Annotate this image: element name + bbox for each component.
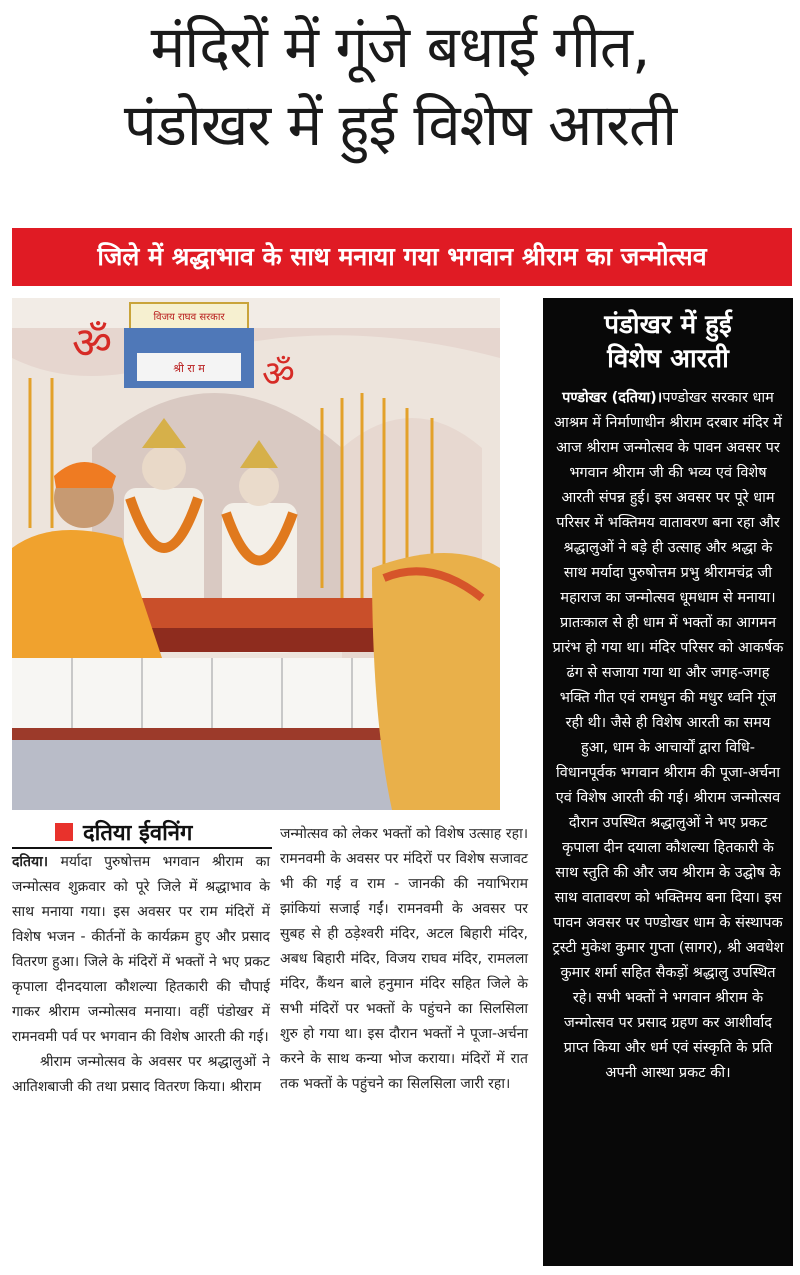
photo-sign-top: विजय राघव सरकार: [153, 312, 225, 323]
sidebar-title-line-1: पंडोखर में हुई: [604, 310, 732, 340]
sidebar-body-text: पण्डोखर सरकार धाम आश्रम में निर्माणाधीन श्रीराम दरबार मंदिर में आज श्रीराम जन्मोत्सव के पावन अवसर पर भगवान श्रीराम जी की भव्य एवं विशेष आरती संपन्न हुई। इस अवसर पर पूरे धाम परिसर में भक्तिमय वातावरण बना रहा और श्रद्धालुओं ने बड़े ही उत्साह और श्रद्धा के साथ मर्यादा पुरुषोत्तम प्रभु श्रीरामचंद्र जी महाराज का जन्मोत्सव धूमधाम से मनाया। प्रातःकाल से ही धाम में भक्तों का आगमन प्रारंभ हो गया था। मंदिर परिसर को आकर्षक ढंग से सजाया गया था और जगह-जगह भक्ति गीत एवं रामधुन की मधुर ध्वनि गूंज रही थी। जैसे ही विशेष आरती का समय हुआ, धाम के आचार्यों द्वारा विधि-विधानपूर्वक भगवान श्रीराम की पूजा-अर्चना एवं विशेष आरती की गई। श्रीराम जन्मोत्सव दौरान उपस्थित श्रद्धालुओं ने भए प्रकट कृपाला दीन दयाला कौशल्या हितकारी के साथ स्तुति की और जय श्रीराम के उद्घोष के साथ वातावरण को भक्तिमय बना दिया। इस पावन अवसर पर पण्डोखर धाम के संस्थापक ट्रस्टी मुकेश कुमार गुप्ता (सागर), श्री अवधेश कुमार शर्मा सहित सैकड़ों श्रद्धालु उपस्थित रहे। सभी भक्तों ने भगवान श्रीराम के जन्मोत्सव पर प्रसाद ग्रहण कर आशीर्वाद प्राप्त किया और धर्म एवं संस्कृति के प्रति अपनी आस्था प्रकट की।: [552, 390, 784, 1081]
sidebar-dateline: पण्डोखर (दतिया)।: [562, 390, 663, 406]
temple-photo: [12, 298, 500, 810]
subheadline-banner: जिले में श्रद्धाभाव के साथ मनाया गया भगवान श्रीराम का जन्मोत्सव: [12, 228, 792, 286]
sidebar-title-line-2: विशेष आरती: [607, 344, 729, 374]
sidebar-box: [543, 298, 793, 1266]
om-symbol-left: ॐ: [72, 318, 113, 369]
headline-line-2: पंडोखर में हुई विशेष आरती: [123, 91, 677, 159]
article-paragraph-1-text: मर्यादा पुरुषोत्तम भगवान श्रीराम का जन्मोत्सव शुक्रवार को पूरे जिले में श्रद्धाभाव के साथ मनाया गया। इस अवसर पर राम मंदिरों में विशेष भजन - कीर्तनों के कार्यक्रम हुए और प्रसाद वितरण हुआ। जिले के मंदिरों में भक्तों ने भए प्रकट कृपाला दीनदयाला कौशल्या हितकारी की चौपाई गाकर श्रीराम जन्मोत्सव मनाया। वहीं पंडोखर में रामनवमी पर्व पर भगवान की विशेष आरती की गई।: [12, 854, 270, 1045]
dateline: दतिया।: [12, 854, 49, 870]
byline-text: दतिया ईवनिंग: [83, 821, 193, 846]
headline: [0, 8, 800, 164]
article-column-2-text: जन्मोत्सव को लेकर भक्तों को विशेष उत्साह रहा। रामनवमी के अवसर पर मंदिरों पर विशेष सजावट भी की गई व राम - जानकी की नयाभिराम झांकियां सजाई गईं। रामनवमी के अवसर पर सुबह से ही ठड़ेश्वरी मंदिर, अटल बिहारी मंदिर, अबध बिहारी मंदिर, विजय राघव मंदिर, रामलला मंदिर, कैंथन बाले हनुमान मंदिर सहित जिले के सभी मंदिरों पर भक्तों के पहुंचने का सिलसिला शुरु हो गया था। इस दौरान भक्तों ने पूजा-अर्चना करने के साथ कन्या भोज कराया। मंदिरों में रात तक भक्तों के पहुंचने का सिलसिला जारी रहा।: [280, 826, 528, 1092]
sidebar-title: [543, 298, 793, 376]
headline-line-1: मंदिरों में गूंजे बधाई गीत,: [150, 13, 650, 81]
om-symbol-right: ॐ: [262, 354, 295, 395]
sidebar-body: [543, 376, 793, 1086]
byline: [55, 817, 192, 847]
devotee-figure: [372, 553, 500, 810]
byline-marker: [55, 823, 73, 841]
article-paragraph-1: [12, 850, 270, 1050]
article-column-2: [280, 822, 528, 1097]
photo-sign-name: श्री रा म: [173, 362, 205, 375]
article-paragraph-2: श्रीराम जन्मोत्सव के अवसर पर श्रद्धालुओं ने आतिशबाजी की तथा प्रसाद वितरण किया। श्रीराम: [12, 1054, 270, 1095]
byline-divider: [12, 847, 272, 849]
article-column-1: [12, 850, 270, 1100]
